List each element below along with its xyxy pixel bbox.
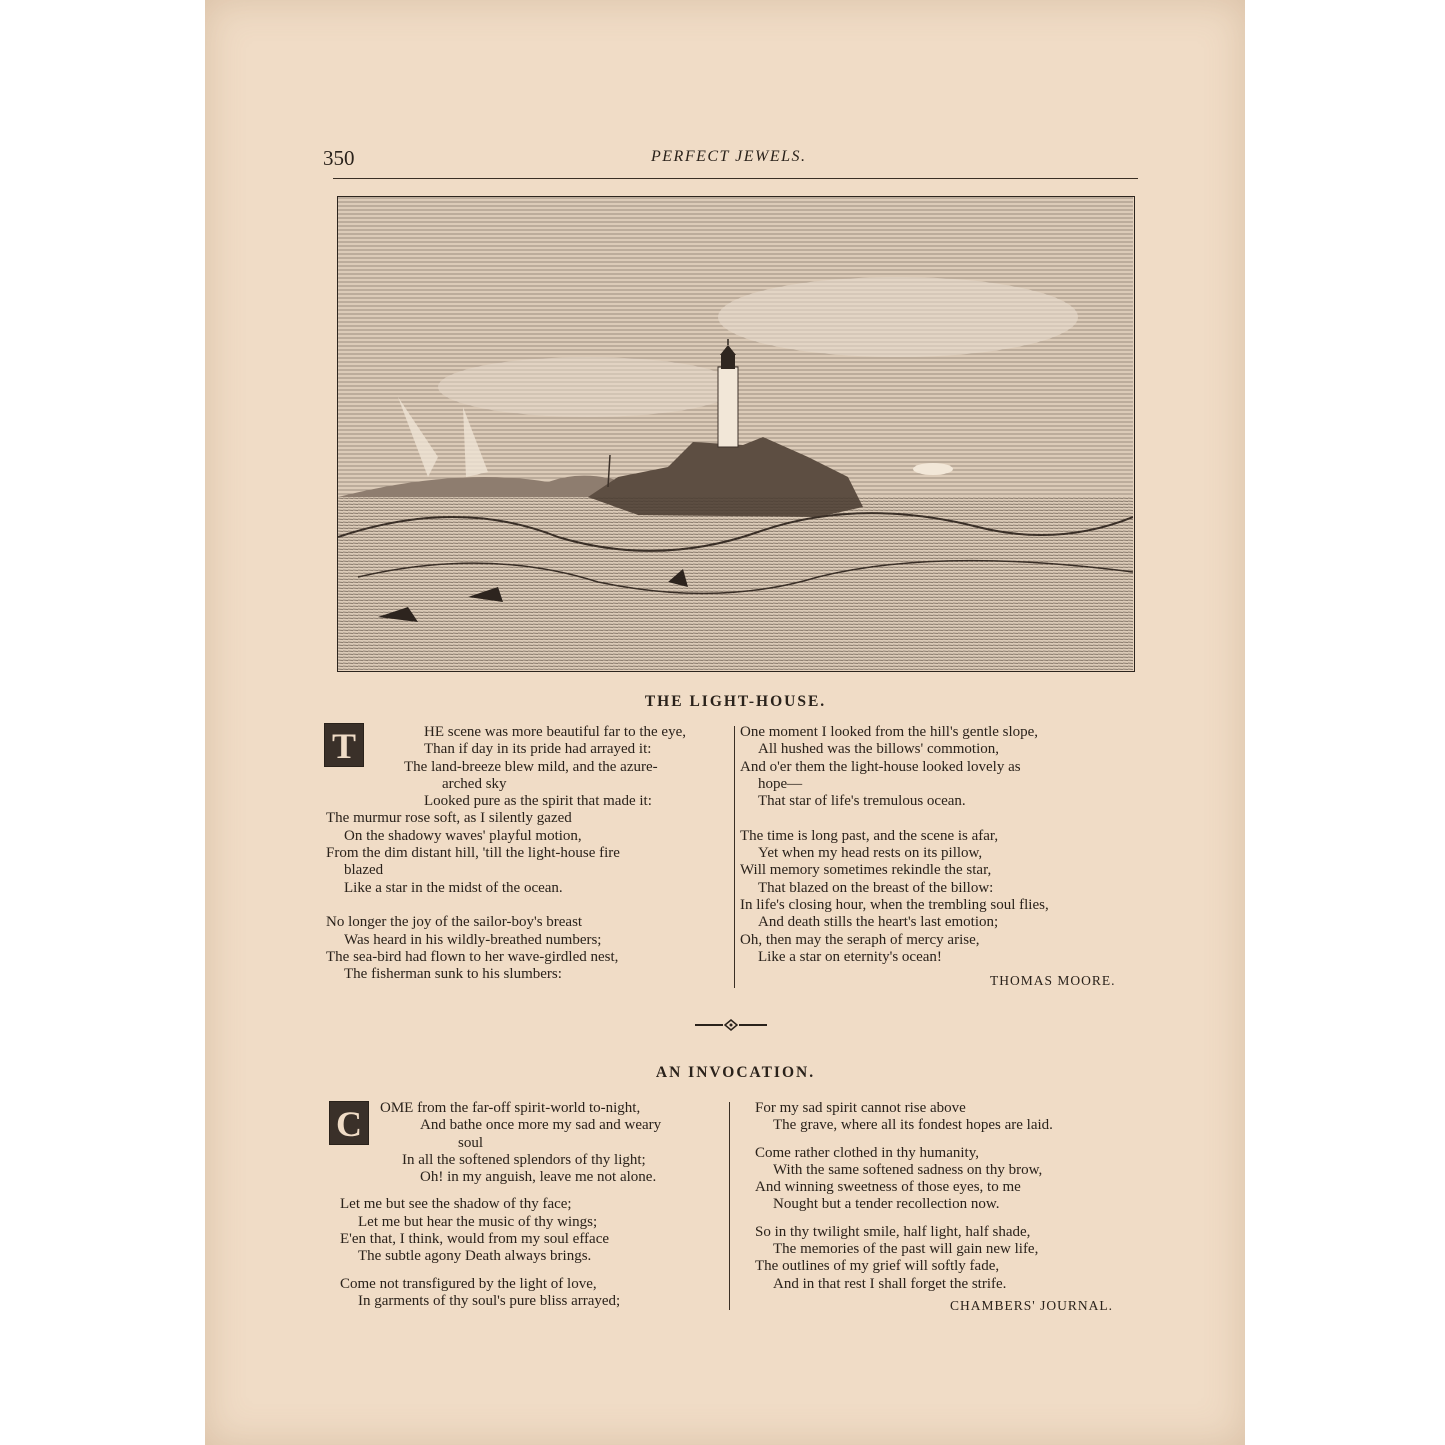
- verse-line: arched sky: [442, 775, 507, 792]
- verse-line: Looked pure as the spirit that made it:: [424, 793, 652, 810]
- verse-line: With the same softened sadness on thy brow,: [773, 1161, 1043, 1178]
- verse-line: The outlines of my grief will softly fade,: [755, 1258, 1000, 1275]
- verse-line: The sea-bird had flown to her wave-girdled nest,: [326, 948, 619, 965]
- verse-line: The time is long past, and the scene is afar,: [740, 827, 999, 844]
- verse-line: HE scene was more beautiful far to the eye,: [424, 724, 686, 740]
- verse-line: And bathe once more my sad and weary: [420, 1117, 662, 1134]
- verse-line: No longer the joy of the sailor-boy's breast: [326, 914, 583, 931]
- poem-left-column: [340, 1100, 661, 1310]
- verse-line: The grave, where all its fondest hopes are laid.: [773, 1117, 1053, 1134]
- verse-line: The memories of the past will gain new life,: [773, 1241, 1039, 1258]
- verse-line: So in thy twilight smile, half light, half shade,: [755, 1223, 1031, 1240]
- verse-line: On the shadowy waves' playful motion,: [344, 827, 582, 844]
- verse-line: Than if day in its pride had arrayed it:: [424, 741, 652, 758]
- running-title: PERFECT JEWELS.: [651, 148, 807, 165]
- verse-line: All hushed was the billows' commotion,: [758, 741, 1000, 758]
- verse-line: Oh, then may the seraph of mercy arise,: [740, 931, 980, 948]
- verse-line: In garments of thy soul's pure bliss arrayed;: [358, 1292, 621, 1309]
- verse-line: And o'er them the light-house looked lovely as: [740, 758, 1021, 775]
- verse-line: One moment I looked from the hill's gentle slope,: [740, 724, 1039, 740]
- poem-title: AN INVOCATION.: [655, 1064, 816, 1081]
- source-attribution: CHAMBERS' JOURNAL.: [950, 1298, 1113, 1313]
- lighthouse-tower: [718, 367, 738, 447]
- drop-cap: T: [324, 723, 364, 767]
- verse-line: E'en that, I think, would from my soul efface: [340, 1231, 610, 1248]
- verse-line: Come rather clothed in thy humanity,: [755, 1144, 979, 1161]
- verse-line: The fisherman sunk to his slumbers:: [344, 966, 562, 983]
- verse-line: Oh! in my anguish, leave me not alone.: [420, 1169, 657, 1186]
- verse-line: And in that rest I shall forget the strife.: [773, 1275, 1007, 1292]
- verse-line: OME from the far-off spirit-world to-night,: [380, 1100, 641, 1116]
- verse-line: soul: [458, 1134, 484, 1151]
- poem-right-column: [740, 724, 1049, 966]
- sea: [338, 497, 1133, 670]
- verse-line: Yet when my head rests on its pillow,: [758, 845, 983, 862]
- verse-line: hope—: [758, 775, 803, 792]
- header-rule: [333, 178, 1138, 179]
- verse-line: From the dim distant hill, 'till the light-house fire: [326, 845, 620, 862]
- verse-line: And winning sweetness of those eyes, to me: [755, 1179, 1021, 1196]
- verse-line: For my sad spirit cannot rise above: [755, 1100, 966, 1116]
- verse-line: The murmur rose soft, as I silently gazed: [326, 810, 572, 827]
- verse-line: And death stills the heart's last emotion;: [758, 914, 999, 931]
- poem-title: THE LIGHT-HOUSE.: [644, 693, 827, 710]
- verse-line: The subtle agony Death always brings.: [358, 1248, 592, 1265]
- poem-left-column: [326, 724, 686, 983]
- verse-line: Let me but see the shadow of thy face;: [340, 1196, 572, 1213]
- column-rule: [729, 1102, 730, 1310]
- verse-line: Nought but a tender recollection now.: [773, 1196, 1000, 1213]
- verse-line: That star of life's tremulous ocean.: [758, 793, 966, 810]
- verse-line: The land-breeze blew mild, and the azure-: [404, 758, 658, 775]
- verse-line: Was heard in his wildly-breathed numbers;: [344, 931, 602, 948]
- page-number: 350: [323, 146, 355, 170]
- engraving-illustration: [338, 197, 1133, 670]
- verse-line: Like a star in the midst of the ocean.: [344, 879, 563, 896]
- verse-line: blazed: [344, 862, 384, 879]
- author-signature: THOMAS MOORE.: [990, 973, 1116, 988]
- verse-line: That blazed on the breast of the billow:: [758, 879, 994, 896]
- lighthouse-engraving: [337, 196, 1135, 672]
- divider-ornament: [695, 1018, 767, 1032]
- verse-line: In all the softened splendors of thy light;: [402, 1151, 646, 1168]
- column-rule: [734, 726, 735, 988]
- verse-line: Come not transfigured by the light of love,: [340, 1275, 597, 1292]
- verse-line: Will memory sometimes rekindle the star,: [740, 862, 992, 879]
- verse-line: Let me but hear the music of thy wings;: [358, 1213, 598, 1230]
- poem-right-column: [755, 1100, 1053, 1293]
- verse-line: In life's closing hour, when the trembling soul flies,: [740, 896, 1049, 913]
- stanza-break: [740, 810, 1049, 827]
- drop-cap: C: [329, 1101, 369, 1145]
- verse-line: Like a star on eternity's ocean!: [758, 948, 942, 965]
- stanza-break: [326, 897, 686, 914]
